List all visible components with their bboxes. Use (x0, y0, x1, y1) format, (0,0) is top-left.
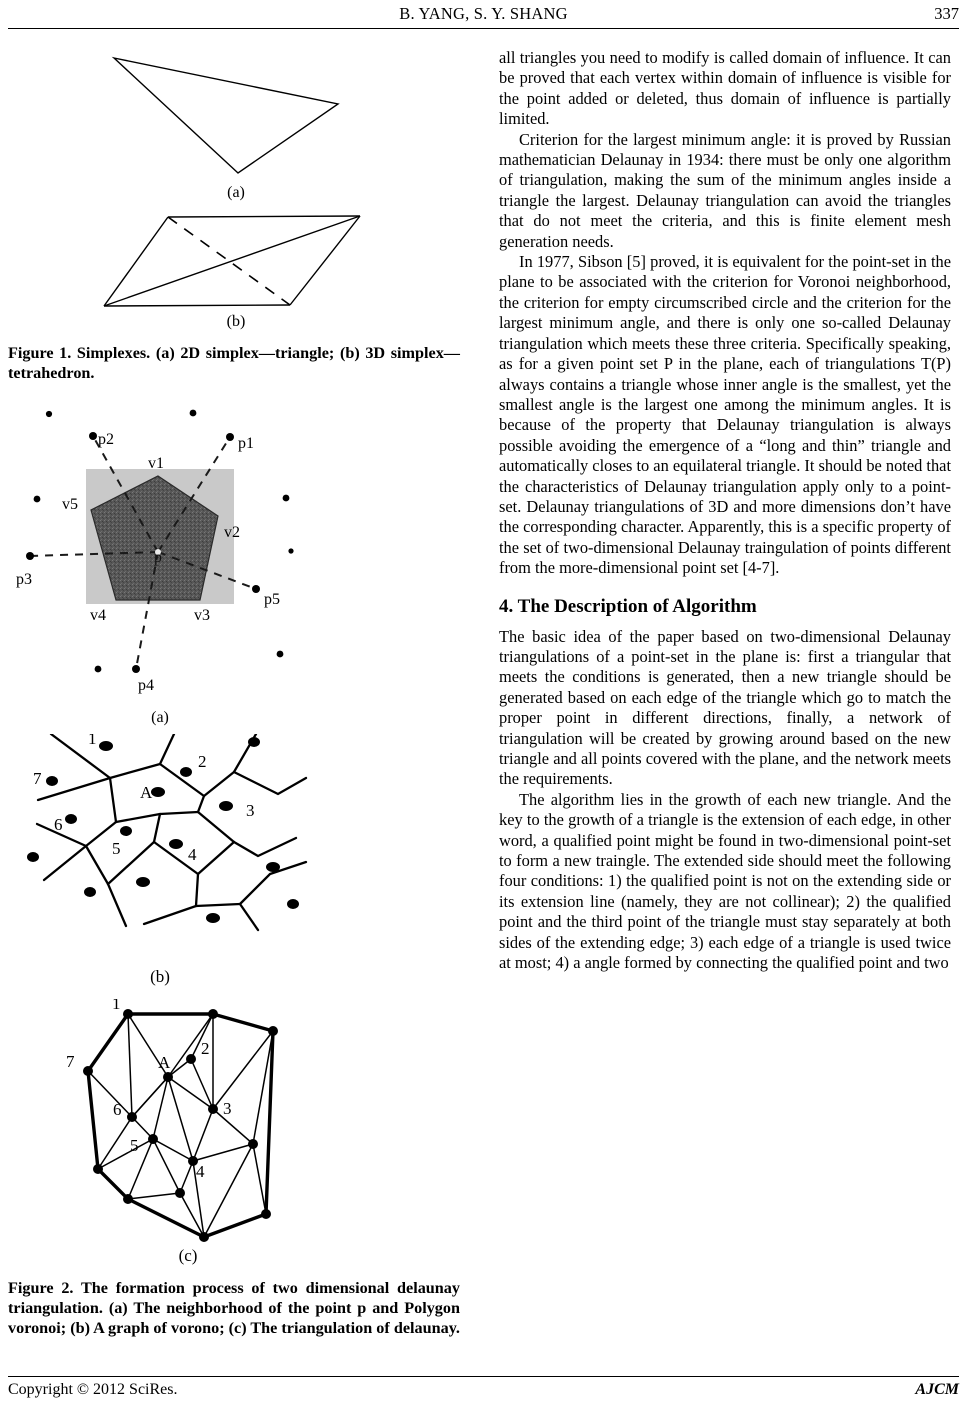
panel-b-background (16, 734, 306, 964)
label-cell-6: 6 (54, 815, 63, 834)
label-vertex-3: 3 (223, 1099, 232, 1118)
label-cell-5: 5 (112, 839, 121, 858)
tetra-edge-top (168, 216, 360, 217)
tetra-edge-left (104, 217, 168, 306)
section-paragraph-2: The algorithm lies in the growth of each new triangle. And the key to the growth of a triangle is the extension of each edge, in other word, a qualified point might be found in two-dimensional point-set to form a new traingle. The extended side should meet the following four conditions: 1) the qualified point is not on the extending side or its extension line (namely, they are not collinear); 2) the qualified point and the third point of the triangle must stay separately at both sides of the extending edge; 3) each edge of a triangle is used twice at most; 4) a angle formed by connecting the qualified point and two (499, 789, 951, 973)
left-column (8, 48, 460, 1339)
label-cell-A: A (140, 783, 153, 802)
figure-2c-sublabel: (c) (178, 1246, 198, 1265)
label-v4: v4 (90, 607, 106, 624)
figure-1-caption: Figure 1. Simplexes. (a) 2D simplex—triangle; (b) 3D simplex—tetrahedron. (8, 344, 460, 383)
tetra-edge-bottom (104, 305, 290, 306)
header-divider (8, 28, 959, 29)
running-head (0, 0, 967, 30)
figure-1a-triangle-diagram (8, 48, 460, 186)
figure-1b-sublabel: (b) (226, 313, 246, 330)
right-column (499, 48, 951, 973)
label-v1: v1 (148, 455, 164, 472)
page-number: 337 (934, 4, 959, 23)
figure-2a-neighborhood-diagram (8, 404, 460, 734)
figure-2-caption: Figure 2. The formation process of two dimensional delaunay triangulation. (a) The neighborhood of the point p and Polygon voronoi; (b) A graph of vorono; (c) The triangulation of delaunay. (8, 1279, 460, 1338)
label-p2: p2 (98, 431, 114, 448)
label-p1: p1 (238, 435, 254, 452)
figure-2c-triangulation-diagram (8, 999, 460, 1274)
journal-abbreviation: AJCM (915, 1381, 959, 1398)
tetra-edge-right (290, 216, 360, 305)
label-p4: p4 (138, 677, 154, 694)
point-p1 (226, 433, 234, 441)
label-cell-7: 7 (33, 769, 42, 788)
body-paragraph-2: Criterion for the largest minimum angle: it is proved by Russian mathematician Delaunay in 1934: there must be only one algorithm of triangulation, making the sum of the minimum angles inside a triangle the largest. Delaunay triangulation can avoid the triangles that do not meet the criteria, and this is finite element mesh generation needs. (499, 129, 951, 251)
label-vertex-6: 6 (113, 1100, 122, 1119)
label-v2: v2 (224, 524, 240, 541)
label-vertex-5: 5 (130, 1136, 139, 1155)
figure-2a-sublabel: (a) (151, 709, 169, 726)
body-paragraph-3: In 1977, Sibson [5] proved, it is equivalent for the point-set in the plane to be associated with the criterion for Voronoi neighborhood, the criterion for empty circumscribed circle and the criterion for the largest minimum angle, and there is only one so-called Delaunay triangulation which meets these three criteria. Specifically speaking, as for a given point set P in the plane, each of triangulations T(P) always contains a triangle whose inner angle is the smallest, yet the smallest angle is the largest one among the minimum angles. It is because of the property that Delaunay triangulation is always possible avoiding the emergence of a “long and thin” triangle and automatically closes to an equilateral triangle. It should be noted that the characteristics of Delaunay triangulation apply only to a point-set. Delaunay triangulations of 3D and more dimensions don’t have the corresponding character. Apparently, this is a specific property of the set of two-dimensional Delaunay traingulation of points different from the more-dimensional point set [4-7]. (499, 252, 951, 578)
figure-1a-sublabel: (a) (227, 184, 245, 201)
footer-divider (8, 1376, 959, 1377)
copyright-notice: Copyright © 2012 SciRes. (8, 1381, 178, 1398)
section-paragraph-1: The basic idea of the paper based on two-dimensional Delaunay triangulations of a point-set in the plane is: first a triangular that meets the conditions is generated, then a new triangle should be generated based on each edge of the triangle which go to match the proper point in different directions, finally, a network of triangulation will be created by growing around based on the new triangle and all points covered with the plane, and the network meets the requirements. (499, 626, 951, 789)
body-paragraph-1: all triangles you need to modify is called domain of influence. It can be proved that each vertex within domain of influence is visible for the point added or deleted, thus domain of influence is partially limited. (499, 48, 951, 129)
label-vertex-7: 7 (66, 1052, 75, 1071)
figure-1b-tetrahedron-diagram (8, 208, 460, 318)
label-v3: v3 (194, 607, 210, 624)
label-v5: v5 (62, 496, 78, 513)
label-cell-4: 4 (188, 845, 197, 864)
label-vertex-A: A (158, 1053, 171, 1072)
tetra-hidden-edge (168, 217, 290, 305)
label-cell-3: 3 (246, 801, 255, 820)
point-p4 (132, 665, 140, 673)
figure-2b-voronoi-diagram (8, 734, 460, 999)
label-p5: p5 (264, 591, 280, 608)
label-cell-1: 1 (88, 734, 97, 748)
label-p: p (154, 549, 162, 566)
page-footer (0, 1381, 967, 1407)
label-p3: p3 (16, 571, 32, 588)
point-p2 (89, 432, 97, 440)
figure-1 (8, 48, 460, 383)
running-head-title: B. YANG, S. Y. SHANG (399, 4, 568, 23)
point-p5 (252, 585, 260, 593)
triangle-shape (114, 58, 338, 173)
figure-2 (8, 404, 460, 1339)
label-vertex-4: 4 (196, 1162, 205, 1181)
label-cell-2: 2 (198, 752, 207, 771)
tetra-edge-diagonal (104, 216, 360, 306)
point-p3 (26, 552, 34, 560)
section-heading-4: 4. The Description of Algorithm (499, 595, 757, 617)
label-vertex-1: 1 (112, 999, 121, 1013)
label-vertex-2: 2 (201, 1039, 210, 1058)
figure-2b-sublabel: (b) (150, 967, 170, 986)
